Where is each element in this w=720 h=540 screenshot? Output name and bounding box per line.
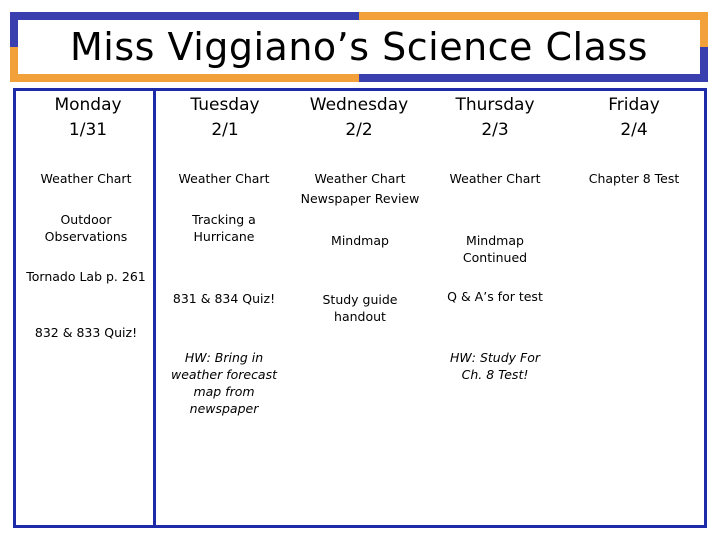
thursday-item: Weather Chart bbox=[449, 171, 541, 186]
tuesday-item: Tracking a Hurricane bbox=[192, 212, 256, 244]
tuesday-item: Weather Chart bbox=[178, 171, 270, 186]
day-header-wednesday bbox=[290, 93, 428, 143]
thursday-item: Mindmap Continued bbox=[462, 233, 528, 265]
day-header-tuesday bbox=[156, 93, 294, 143]
wednesday-item: Study guide handout bbox=[322, 292, 398, 324]
day-date: 1/31 bbox=[68, 120, 108, 140]
day-header-thursday bbox=[426, 93, 564, 143]
tuesday-item: 831 & 834 Quiz! bbox=[172, 291, 276, 306]
wednesday-item: Mindmap bbox=[331, 233, 389, 248]
tuesday-homework: HW: Bring in weather forecast map from newspaper bbox=[170, 350, 278, 416]
day-date: 2/2 bbox=[345, 120, 373, 140]
day-header-monday bbox=[16, 93, 160, 143]
day-name: Friday bbox=[608, 95, 660, 115]
day-name: Wednesday bbox=[309, 95, 409, 115]
monday-item: Tornado Lab p. 261 bbox=[26, 269, 146, 284]
monday-item: 832 & 833 Quiz! bbox=[34, 325, 138, 340]
page-title: Miss Viggiano’s Science Class bbox=[70, 25, 648, 69]
day-date: 2/1 bbox=[211, 120, 239, 140]
day-name: Monday bbox=[54, 95, 122, 115]
thursday-homework: HW: Study For Ch. 8 Test! bbox=[450, 350, 540, 382]
monday-item: Weather Chart bbox=[40, 171, 132, 186]
weekly-schedule bbox=[13, 88, 707, 528]
day-date: 2/3 bbox=[481, 120, 509, 140]
day-date: 2/4 bbox=[620, 120, 648, 140]
title-banner bbox=[10, 12, 708, 82]
day-header-friday bbox=[564, 93, 704, 143]
day-name: Tuesday bbox=[190, 95, 260, 115]
monday-item: Outdoor Observations bbox=[44, 212, 128, 244]
wednesday-item: Newspaper Review bbox=[300, 191, 420, 206]
thursday-item: Q & A’s for test bbox=[447, 289, 543, 304]
column-divider bbox=[153, 91, 156, 525]
wednesday-item: Weather Chart bbox=[314, 171, 406, 186]
day-name: Thursday bbox=[455, 95, 535, 115]
friday-item: Chapter 8 Test bbox=[588, 171, 680, 186]
